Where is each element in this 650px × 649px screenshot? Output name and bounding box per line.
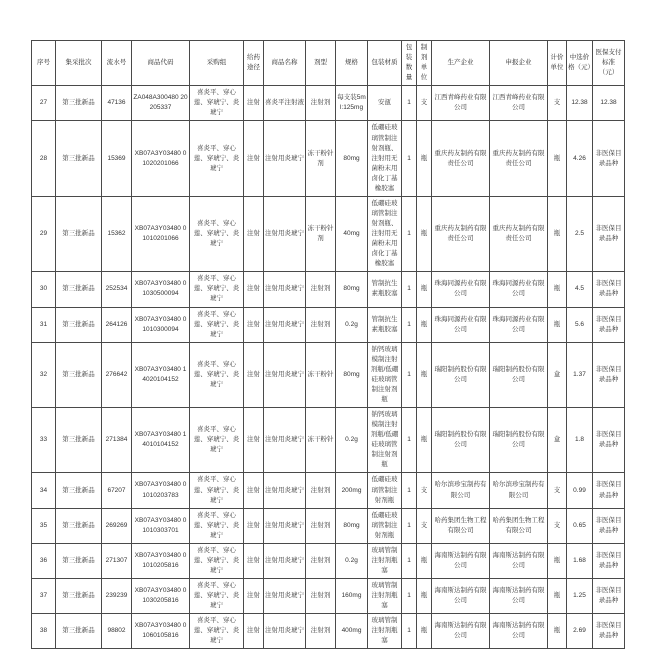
table-cell: 江西青峰药业有限公司 <box>432 86 490 121</box>
table-cell: 注射 <box>244 342 264 407</box>
table-cell: 瑞阳制药股份有限公司 <box>432 342 490 407</box>
table-cell: 98802 <box>102 614 132 649</box>
table-cell: 0.65 <box>567 508 593 543</box>
table-cell: 每支装5ml:125mg <box>336 86 368 121</box>
table-cell: 注射用炎琥宁 <box>264 508 306 543</box>
table-cell: 1 <box>402 473 417 508</box>
table-cell: 27 <box>32 86 56 121</box>
table-cell: 33 <box>32 408 56 473</box>
table-cell: ZA048A300480 20205337 <box>132 86 190 121</box>
table-cell: 264126 <box>102 307 132 342</box>
table-cell: 注射剂 <box>306 307 336 342</box>
table-cell: 注射剂 <box>306 508 336 543</box>
column-header: 给药途径 <box>244 41 264 86</box>
table-row <box>32 342 625 407</box>
table-cell: 冻干粉针 <box>306 408 336 473</box>
column-header: 制剂单位 <box>417 41 432 86</box>
table-cell: 1 <box>402 543 417 578</box>
table-cell: 钠钙玻璃模制注射剂瓶/低硼硅玻璃管制注射剂瓶 <box>368 408 402 473</box>
table-cell: 喜炎平、穿心莲、穿琥宁、炎琥宁 <box>190 86 244 121</box>
table-cell: 盒 <box>548 408 567 473</box>
table-cell: 1 <box>402 86 417 121</box>
table-cell: 注射 <box>244 614 264 649</box>
table-cell: 注射用炎琥宁 <box>264 307 306 342</box>
table-cell: 瓶 <box>417 272 432 307</box>
table-cell: 28 <box>32 121 56 196</box>
table-row <box>32 86 625 121</box>
table-row <box>32 196 625 271</box>
table-cell: 2.69 <box>567 614 593 649</box>
table-cell: 31 <box>32 307 56 342</box>
table-cell: 注射用炎琥宁 <box>264 543 306 578</box>
table-cell: 喜炎平、穿心莲、穿琥宁、炎琥宁 <box>190 614 244 649</box>
table-cell: 重庆药友制药有限责任公司 <box>432 121 490 196</box>
table-cell: 瓶 <box>548 614 567 649</box>
table-cell: 1 <box>402 614 417 649</box>
table-cell: 40mg <box>336 196 368 271</box>
table-cell: 0.2g <box>336 307 368 342</box>
table-cell: 1 <box>402 579 417 614</box>
table-cell: 注射用炎琥宁 <box>264 614 306 649</box>
table-cell: 注射 <box>244 196 264 271</box>
table-cell: 重庆药友制药有限责任公司 <box>490 196 548 271</box>
table-cell: 低硼硅玻璃管制注射剂瓶 <box>368 508 402 543</box>
table-cell: 盒 <box>548 342 567 407</box>
table-cell: 喜炎平、穿心莲、穿琥宁、炎琥宁 <box>190 307 244 342</box>
table-cell: 1 <box>402 508 417 543</box>
table-cell: 1.37 <box>567 342 593 407</box>
column-header: 规格 <box>336 41 368 86</box>
table-cell: 钠钙玻璃模制注射剂瓶/低硼硅玻璃管制注射剂瓶 <box>368 342 402 407</box>
table-cell: 注射用炎琥宁 <box>264 408 306 473</box>
table-row <box>32 272 625 307</box>
table-cell: 瑞阳制药股份有限公司 <box>490 342 548 407</box>
table-body <box>32 86 625 649</box>
table-cell: 瓶 <box>548 121 567 196</box>
table-row <box>32 508 625 543</box>
table-cell: 瓶 <box>417 579 432 614</box>
table-cell: 注射剂 <box>306 614 336 649</box>
table-cell: 玻璃管制注射剂瓶塞 <box>368 579 402 614</box>
table-cell: 0.99 <box>567 473 593 508</box>
table-cell: 第三批新品 <box>56 508 102 543</box>
table-cell: 38 <box>32 614 56 649</box>
table-cell: 注射 <box>244 86 264 121</box>
table-cell: 80mg <box>336 342 368 407</box>
table-cell: 注射 <box>244 508 264 543</box>
table-cell: 喜炎平、穿心莲、穿琥宁、炎琥宁 <box>190 473 244 508</box>
table-cell: 第三批新品 <box>56 121 102 196</box>
table-cell: 哈尔滨珍宝制药有限公司 <box>432 473 490 508</box>
table-cell: 支 <box>548 473 567 508</box>
table-cell: XB07A3Y03480 14020104152 <box>132 342 190 407</box>
table-cell: 非医保目录品种 <box>593 272 625 307</box>
table-cell: 注射用炎琥宁 <box>264 272 306 307</box>
table-cell: 15362 <box>102 196 132 271</box>
procurement-table <box>31 40 625 649</box>
table-cell: 喜炎平、穿心莲、穿琥宁、炎琥宁 <box>190 196 244 271</box>
table-cell: 喜炎平、穿心莲、穿琥宁、炎琥宁 <box>190 508 244 543</box>
table-row <box>32 121 625 196</box>
column-header: 包装数量 <box>402 41 417 86</box>
table-cell: 252534 <box>102 272 132 307</box>
table-cell: 玻璃管制注射剂瓶塞 <box>368 543 402 578</box>
table-cell: 0.2g <box>336 543 368 578</box>
table-cell: 1.25 <box>567 579 593 614</box>
table-cell: 269269 <box>102 508 132 543</box>
table-cell: 非医保目录品种 <box>593 307 625 342</box>
table-cell: 80mg <box>336 272 368 307</box>
table-cell: 注射 <box>244 121 264 196</box>
table-cell: 江西青峰药业有限公司 <box>490 86 548 121</box>
table-cell: 67207 <box>102 473 132 508</box>
table-cell: 瓶 <box>417 121 432 196</box>
table-cell: 瓶 <box>417 408 432 473</box>
table-cell: 注射 <box>244 543 264 578</box>
table-cell: 注射用炎琥宁 <box>264 196 306 271</box>
table-cell: XB07A3Y03480 01010205816 <box>132 543 190 578</box>
table-cell: 低硼硅玻璃管制注射剂瓶 <box>368 473 402 508</box>
table-cell: 注射 <box>244 579 264 614</box>
table-cell: 珠海同源药业有限公司 <box>432 307 490 342</box>
table-cell: XB07A3Y03480 01010300094 <box>132 307 190 342</box>
column-header: 包装材质 <box>368 41 402 86</box>
table-cell: 注射剂 <box>306 473 336 508</box>
table-cell: 哈药集团生物工程有限公司 <box>490 508 548 543</box>
table-cell: 注射剂 <box>306 543 336 578</box>
table-cell: 冻干粉针剂 <box>306 121 336 196</box>
table-cell: 注射剂 <box>306 86 336 121</box>
table-cell: 瓶 <box>548 196 567 271</box>
table-cell: 15369 <box>102 121 132 196</box>
table-cell: 0.2g <box>336 408 368 473</box>
table-cell: 276642 <box>102 342 132 407</box>
table-cell: 30 <box>32 272 56 307</box>
table-cell: 哈药集团生物工程有限公司 <box>432 508 490 543</box>
table-cell: 冻干粉针剂 <box>306 196 336 271</box>
column-header: 集采批次 <box>56 41 102 86</box>
table-cell: 35 <box>32 508 56 543</box>
table-cell: 271384 <box>102 408 132 473</box>
table-cell: 海南斯达制药有限公司 <box>432 579 490 614</box>
table-cell: 喜炎平、穿心莲、穿琥宁、炎琥宁 <box>190 121 244 196</box>
table-cell: XB07A3Y03480 01020201066 <box>132 121 190 196</box>
table-cell: 海南斯达制药有限公司 <box>490 579 548 614</box>
table-cell: 支 <box>417 473 432 508</box>
table-cell: 1 <box>402 196 417 271</box>
table-cell: 12.38 <box>567 86 593 121</box>
table-cell: 1 <box>402 307 417 342</box>
column-header: 申报企业 <box>490 41 548 86</box>
table-cell: 瓶 <box>417 342 432 407</box>
table-cell: 瓶 <box>548 579 567 614</box>
table-cell: 200mg <box>336 473 368 508</box>
table-cell: 1 <box>402 342 417 407</box>
table-cell: 1.68 <box>567 543 593 578</box>
table-cell: 第三批新品 <box>56 408 102 473</box>
table-cell: 瓶 <box>417 196 432 271</box>
table-cell: 喜炎平、穿心莲、穿琥宁、炎琥宁 <box>190 342 244 407</box>
column-header: 剂型 <box>306 41 336 86</box>
table-cell: 非医保目录品种 <box>593 408 625 473</box>
table-cell: 注射剂 <box>306 579 336 614</box>
table-cell: 瓶 <box>548 543 567 578</box>
table-cell: 非医保目录品种 <box>593 508 625 543</box>
table-cell: 注射 <box>244 408 264 473</box>
table-cell: 第三批新品 <box>56 614 102 649</box>
table-cell: 喜炎平注射液 <box>264 86 306 121</box>
table-cell: 喜炎平、穿心莲、穿琥宁、炎琥宁 <box>190 272 244 307</box>
table-cell: 注射用炎琥宁 <box>264 473 306 508</box>
table-cell: 低硼硅玻璃管制注射剂瓶、注射用无菌粉末用卤化丁基橡胶塞 <box>368 121 402 196</box>
table-cell: 安瓿 <box>368 86 402 121</box>
table-row <box>32 408 625 473</box>
table-cell: XB07A3Y03480 01030500094 <box>132 272 190 307</box>
table-cell: 1 <box>402 121 417 196</box>
table-cell: 冻干粉针 <box>306 342 336 407</box>
table-cell: 非医保目录品种 <box>593 579 625 614</box>
table-cell: 喜炎平、穿心莲、穿琥宁、炎琥宁 <box>190 579 244 614</box>
column-header: 流水号 <box>102 41 132 86</box>
table-cell: 第三批新品 <box>56 473 102 508</box>
table-row <box>32 614 625 649</box>
table-cell: 海南斯达制药有限公司 <box>432 543 490 578</box>
table-cell: 非医保目录品种 <box>593 473 625 508</box>
table-cell: 玻璃管制注射剂瓶塞 <box>368 614 402 649</box>
table-cell: 第三批新品 <box>56 196 102 271</box>
table-cell: XB07A3Y03480 01060105816 <box>132 614 190 649</box>
table-row <box>32 579 625 614</box>
table-cell: XB07A3Y03480 01010303701 <box>132 508 190 543</box>
table-cell: 支 <box>417 86 432 121</box>
table-cell: XB07A3Y03480 01030205816 <box>132 579 190 614</box>
table-cell: 喜炎平、穿心莲、穿琥宁、炎琥宁 <box>190 408 244 473</box>
table-cell: 海南斯达制药有限公司 <box>490 543 548 578</box>
table-cell: 非医保目录品种 <box>593 614 625 649</box>
table-cell: 珠海同源药业有限公司 <box>432 272 490 307</box>
table-cell: 瑞阳制药股份有限公司 <box>490 408 548 473</box>
table-cell: 80mg <box>336 121 368 196</box>
table-cell: 34 <box>32 473 56 508</box>
column-header: 序号 <box>32 41 56 86</box>
table-cell: 239239 <box>102 579 132 614</box>
table-cell: 重庆药友制药有限责任公司 <box>432 196 490 271</box>
table-cell: 2.5 <box>567 196 593 271</box>
table-cell: 海南斯达制药有限公司 <box>490 614 548 649</box>
table-cell: 注射 <box>244 473 264 508</box>
table-cell: 32 <box>32 342 56 407</box>
table-cell: 47136 <box>102 86 132 121</box>
table-cell: 支 <box>548 508 567 543</box>
table-cell: 80mg <box>336 508 368 543</box>
table-cell: 4.5 <box>567 272 593 307</box>
table-cell: 注射用炎琥宁 <box>264 121 306 196</box>
table-cell: XB07A3Y03480 01010201066 <box>132 196 190 271</box>
table-cell: 珠海同源药业有限公司 <box>490 272 548 307</box>
table-cell: 271307 <box>102 543 132 578</box>
table-header-row <box>32 41 625 86</box>
table-cell: 1.8 <box>567 408 593 473</box>
table-cell: 第三批新品 <box>56 543 102 578</box>
column-header: 医保支付标准（元） <box>593 41 625 86</box>
table-cell: 瓶 <box>417 543 432 578</box>
table-cell: 非医保目录品种 <box>593 196 625 271</box>
table-cell: 37 <box>32 579 56 614</box>
table-cell: 1 <box>402 408 417 473</box>
table-cell: 36 <box>32 543 56 578</box>
table-cell: 第三批新品 <box>56 579 102 614</box>
table-cell: 瓶 <box>548 307 567 342</box>
table-cell: 喜炎平、穿心莲、穿琥宁、炎琥宁 <box>190 543 244 578</box>
table-cell: 注射用炎琥宁 <box>264 342 306 407</box>
table-header <box>32 41 625 86</box>
table-cell: 5.6 <box>567 307 593 342</box>
table-cell: 非医保目录品种 <box>593 121 625 196</box>
table-cell: XB07A3Y03480 01010203783 <box>132 473 190 508</box>
column-header: 生产企业 <box>432 41 490 86</box>
column-header: 商品名称 <box>264 41 306 86</box>
table-cell: 第三批新品 <box>56 342 102 407</box>
table-cell: 29 <box>32 196 56 271</box>
table-cell: 瓶 <box>417 614 432 649</box>
table-cell: 第三批新品 <box>56 272 102 307</box>
table-cell: 第三批新品 <box>56 86 102 121</box>
table-cell: 400mg <box>336 614 368 649</box>
column-header: 商品代码 <box>132 41 190 86</box>
column-header: 计价单位 <box>548 41 567 86</box>
table-cell: 12.38 <box>593 86 625 121</box>
table-cell: 管制抗生素瓶胶塞 <box>368 272 402 307</box>
table-row <box>32 543 625 578</box>
table-cell: 瓶 <box>417 307 432 342</box>
table-cell: 哈尔滨珍宝制药有限公司 <box>490 473 548 508</box>
table-cell: 非医保目录品种 <box>593 543 625 578</box>
table-cell: 4.26 <box>567 121 593 196</box>
table-cell: XB07A3Y03480 14010104152 <box>132 408 190 473</box>
table-cell: 珠海同源药业有限公司 <box>490 307 548 342</box>
column-header: 采购组 <box>190 41 244 86</box>
table-cell: 第三批新品 <box>56 307 102 342</box>
table-cell: 瓶 <box>548 272 567 307</box>
table-cell: 瑞阳制药股份有限公司 <box>432 408 490 473</box>
table-cell: 非医保目录品种 <box>593 342 625 407</box>
table-cell: 低硼硅玻璃管制注射剂瓶、注射用无菌粉末用卤化丁基橡胶塞 <box>368 196 402 271</box>
table-cell: 支 <box>548 86 567 121</box>
table-cell: 1 <box>402 272 417 307</box>
table-cell: 注射 <box>244 272 264 307</box>
table-cell: 支 <box>417 508 432 543</box>
column-header: 中选价格（元） <box>567 41 593 86</box>
table-row <box>32 307 625 342</box>
table-cell: 注射剂 <box>306 272 336 307</box>
table-cell: 注射用炎琥宁 <box>264 579 306 614</box>
table-cell: 管制抗生素瓶胶塞 <box>368 307 402 342</box>
table-row <box>32 473 625 508</box>
table-cell: 重庆药友制药有限责任公司 <box>490 121 548 196</box>
table-cell: 注射 <box>244 307 264 342</box>
table-cell: 海南斯达制药有限公司 <box>432 614 490 649</box>
table-cell: 160mg <box>336 579 368 614</box>
